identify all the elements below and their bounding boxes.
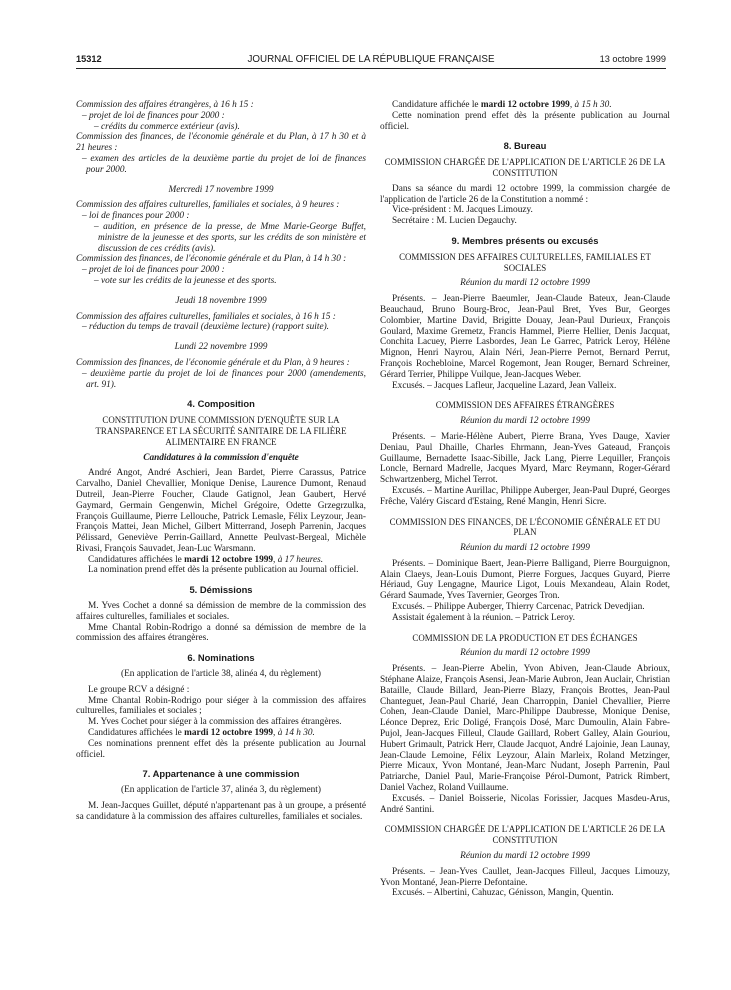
paragraph: Mme Chantal Robin-Rodrigo a donné sa démission de membre de la commission des affaires étrangères. — [76, 622, 366, 644]
meeting-date: Réunion du mardi 12 octobre 1999 — [460, 648, 590, 659]
agenda-line: – crédits du commerce extérieur (avis). — [94, 121, 240, 132]
present-list: Présents. – Jean-Pierre Baeumler, Jean-Claude Bateux, Jean-Claude Beauchaud, Bruno Bourg-Broc, Jean-Paul Bret, Yves Bur, Georges Colombier, Martine David, Brigitte Douay, Jean-Paul Durieux, François Goulard, Maxime Gremetz, Francis Hammel, Pierre Hellier, Denis Jacquat, Conchita Lacuey, Pierre Lasbordes, Jean Le Garrec, Patrick Leroy, Hélène Mignon, Henri Nayrou, Alain Néri, Jean-Pierre Pernot, Bernard Perrut, François Rochebloine, Marcel Rogemont, Jean Rouger, Bernard Schreiner, Gérard Terrier, Philippe Vuilque, Jean-Jacques Weber. — [380, 294, 670, 380]
meeting-date: Réunion du mardi 12 octobre 1999 — [460, 416, 590, 427]
excused-list: Excusés. – Jacques Lafleur, Jacqueline Lazard, Jean Valleix. — [392, 380, 617, 391]
agenda-line: – vote sur les crédits de la jeunesse et des sports. — [94, 275, 277, 286]
agenda-line: – deuxième partie du projet de loi de finances pour 2000 (amendements, art. 91). — [82, 368, 366, 390]
paragraph: Mme Chantal Robin-Rodrigo pour siéger à la commission des affaires culturelles, familiales et sociales ; — [76, 695, 366, 717]
commission-name: COMMISSION CHARGÉE DE L'APPLICATION DE L'ARTICLE 26 DE LA CONSTITUTION — [384, 824, 666, 846]
agenda-line: Commission des affaires culturelles, familiales et sociales, à 16 h 15 : — [76, 311, 336, 322]
section-subtitle: CONSTITUTION D'UNE COMMISSION D'ENQUÊTE SUR LA TRANSPARENCE ET LA SÉCURITÉ SANITAIRE DE LA FILIÈRE ALIMENTAIRE EN FRANCE — [95, 415, 347, 447]
excused-list: Excusés. – Philippe Auberger, Thierry Carcenac, Patrick Devedjian. — [392, 602, 645, 613]
paragraph: Le groupe RCV a désigné : — [88, 684, 190, 695]
paragraph: M. Jean-Jacques Guillet, député n'appartenant pas à un groupe, a présenté sa candidature à la commission des affaires culturelles, familiales et sociales. — [76, 801, 366, 822]
section-title: 8. Bureau — [503, 140, 547, 152]
section-title: 5. Démissions — [189, 584, 253, 596]
paragraph: Dans sa séance du mardi 12 octobre 1999, la commission chargée de l'application de l'article 26 de la Constitution a nommé : — [380, 183, 670, 205]
agenda-line: Commission des finances, de l'économie générale et du Plan, à 9 heures : — [76, 357, 350, 368]
present-list: Présents. – Dominique Baert, Jean-Pierre Balligand, Pierre Bourguignon, Alain Claeys, Jean-Louis Dumont, Pierre Forgues, Jacques Guyard, Pierre Hériaud, Guy Lengagne, Maurice Ligot, Louis Mexandeau, Alain Rodet, Gérard Saumade, Yves Tavernier, Georges Tron. — [380, 558, 670, 602]
left-column — [76, 100, 366, 823]
posting-notice: Candidatures affichées le mardi 12 octobre 1999, à 17 heures. — [88, 554, 324, 565]
section-title: 4. Composition — [187, 398, 255, 410]
header-rule — [76, 68, 666, 69]
agenda-line: – réduction du temps de travail (deuxième lecture) (rapport suite). — [82, 322, 329, 333]
agenda-line: Commission des finances, de l'économie générale et du Plan, à 17 h 30 et à 21 heures : — [76, 132, 366, 154]
present-list: Présents. – Jean-Pierre Abelin, Yvon Abiven, Jean-Claude Abrioux, Stéphane Alaize, François Asensi, Jean-Marie Aubron, Jean Auclair, Christian Bataille, Claude Billard, Jean-Pierre Blazy, François Brottes, Jean-Paul Chanteguet, Jean-Paul Charié, Jean Charroppin, Daniel Chevallier, Pierre Cohen, Jean-Claude Daniel, Marc-Philippe Daubresse, Monique Denise, Léonce Deprez, Eric Doligé, François Dosé, Marc Dumoulin, Alain Fabre-Pujol, Jean-Jacques Filleul, Claude Gaillard, Robert Galley, Alain Gouriou, Hubert Grimault, Patrick Herr, Claude Jacquot, André Lajoinie, Jean Launay, Jean-Claude Lemoine, Félix Leyzour, Alain Marleix, Roland Metzinger, Pierre Micaux, Yvon Montané, Jean-Marc Nudant, Joseph Parrenin, Paul Patriarche, Daniel Paul, Marie-Françoise Pérol-Dumont, Patrick Rimbert, Daniel Vachez, Roland Vuillaume. — [380, 664, 670, 794]
day-heading: Mercredi 17 novembre 1999 — [168, 184, 274, 195]
issue-date: 13 octobre 1999 — [599, 54, 666, 64]
secretary: Secrétaire : M. Lucien Degauchy. — [392, 216, 517, 227]
meeting-date: Réunion du mardi 12 octobre 1999 — [460, 851, 590, 862]
agenda-line: Commission des affaires culturelles, familiales et sociales, à 9 heures : — [76, 200, 340, 211]
excused-list: Excusés. – Martine Aurillac, Philippe Auberger, Jean-Paul Dupré, Georges Frêche, Valéry Giscard d'Estaing, René Mangin, Henri Sicre. — [380, 485, 670, 507]
section-title: 6. Nominations — [187, 652, 255, 664]
page-header — [76, 54, 666, 66]
agenda-line: – projet de loi de finances pour 2000 : — [82, 110, 225, 121]
effect-notice: Cette nomination prend effet dès la présente publication au Journal officiel. — [380, 110, 670, 132]
agenda-line: – examen des articles de la deuxième partie du projet de loi de finances pour 2000. — [82, 153, 366, 175]
commission-name: COMMISSION DES AFFAIRES CULTURELLES, FAMILIALES ET SOCIALES — [399, 251, 651, 273]
present-list: Présents. – Marie-Hélène Aubert, Pierre Brana, Yves Dauge, Xavier Deniau, Paul Dhaille, Charles Ehrmann, Jean-Yves Gateaud, François Guillaume, Bernadette Isaac-Sibille, Jack Lang, Pierre Lequiller, François Loncle, Bernard Madrelle, Jacques Myard, Marc Reymann, Roger-Gérard Schwartzenberg, Michel Terrot. — [380, 431, 670, 486]
section-title: 9. Membres présents ou excusés — [451, 234, 599, 246]
agenda-line: – loi de finances pour 2000 : — [82, 211, 190, 222]
effect-notice: Ces nominations prennent effet dès la présente publication au Journal officiel. — [76, 738, 366, 760]
excused-list: Excusés. – Albertini, Cahuzac, Génisson, Mangin, Quentin. — [392, 888, 614, 899]
effect-notice: La nomination prend effet dès la présente publication au Journal officiel. — [88, 565, 359, 576]
agenda-line: Commission des finances, de l'économie générale et du Plan, à 14 h 30 : — [76, 254, 347, 265]
day-heading: Lundi 22 novembre 1999 — [174, 342, 268, 353]
paragraph: M. Yves Cochet a donné sa démission de membre de la commission des affaires culturelles, familiales et sociales. — [76, 601, 366, 622]
page-number: 15312 — [76, 54, 102, 64]
candidates-list: André Angot, André Aschieri, Jean Bardet, Pierre Carassus, Patrice Carvalho, Daniel Chevallier, Monique Denise, Laurence Dumont, Renaud Dutreil, Jean-Pierre Foucher, Claude Gatignol, Jean Gaubert, Hervé Gaymard, Germain Gengenwin, Michel Grégoire, Odette Grzegrzulka, François Guillaume, Pierre Lellouche, Patrick Lemasle, Félix Leyzour, Jean-François Mattei, Jean Michel, Gilbert Mitterrand, Joseph Parrenin, Jacques Pélissard, Geneviève Perrin-Gaillard, Annette Peulvast-Bergeal, Michèle Rivasi, François Sauvadet, Jean-Luc Warsmann. — [76, 468, 366, 554]
commission-name: COMMISSION DES AFFAIRES ÉTRANGÈRES — [435, 400, 615, 411]
agenda-line: Commission des affaires étrangères, à 16 h 15 : — [76, 100, 254, 110]
meeting-date: Réunion du mardi 12 octobre 1999 — [460, 278, 590, 289]
day-heading: Jeudi 18 novembre 1999 — [175, 295, 267, 306]
commission-name: COMMISSION DES FINANCES, DE L'ÉCONOMIE GÉNÉRALE ET DU PLAN — [389, 516, 661, 538]
section-title: 7. Appartenance à une commission — [142, 768, 300, 780]
agenda-line: – projet de loi de finances pour 2000 : — [82, 265, 225, 276]
meeting-date: Réunion du mardi 12 octobre 1999 — [460, 543, 590, 554]
attendee-note: Assistait également à la réunion. – Patrick Leroy. — [392, 612, 575, 623]
commission-name: COMMISSION DE LA PRODUCTION ET DES ÉCHANGES — [412, 632, 638, 643]
posting-notice: Candidatures affichées le mardi 12 octobre 1999, à 14 h 30. — [88, 728, 315, 739]
commission-name: COMMISSION CHARGÉE DE L'APPLICATION DE L'ARTICLE 26 DE LA CONSTITUTION — [384, 157, 666, 178]
application-note: (En application de l'article 37, alinéa 3, du règlement) — [121, 785, 321, 796]
excused-list: Excusés. – Daniel Boisserie, Nicolas Forissier, Jacques Masdeu-Arus, André Santini. — [380, 793, 670, 815]
posting-notice: Candidature affichée le mardi 12 octobre 1999, à 15 h 30. — [392, 100, 612, 110]
application-note: (En application de l'article 38, alinéa 4, du règlement) — [121, 669, 321, 680]
right-column — [380, 100, 670, 899]
agenda-line: – audition, en présence de la presse, de Mme Marie-George Buffet, ministre de la jeunesse et des sports, sur les crédits de son ministère et discussion de ces crédits (avis). — [94, 221, 366, 254]
vice-president: Vice-président : M. Jacques Limouzy. — [392, 205, 533, 216]
present-list: Présents. – Jean-Yves Caullet, Jean-Jacques Filleul, Jacques Limouzy, Yvon Montané, Jean-Pierre Defontaine. — [380, 866, 670, 888]
candidatures-heading: Candidatures à la commission d'enquête — [143, 452, 299, 463]
journal-title: JOURNAL OFFICIEL DE LA RÉPUBLIQUE FRANÇAISE — [247, 54, 495, 65]
paragraph: M. Yves Cochet pour siéger à la commission des affaires étrangères. — [88, 717, 342, 728]
